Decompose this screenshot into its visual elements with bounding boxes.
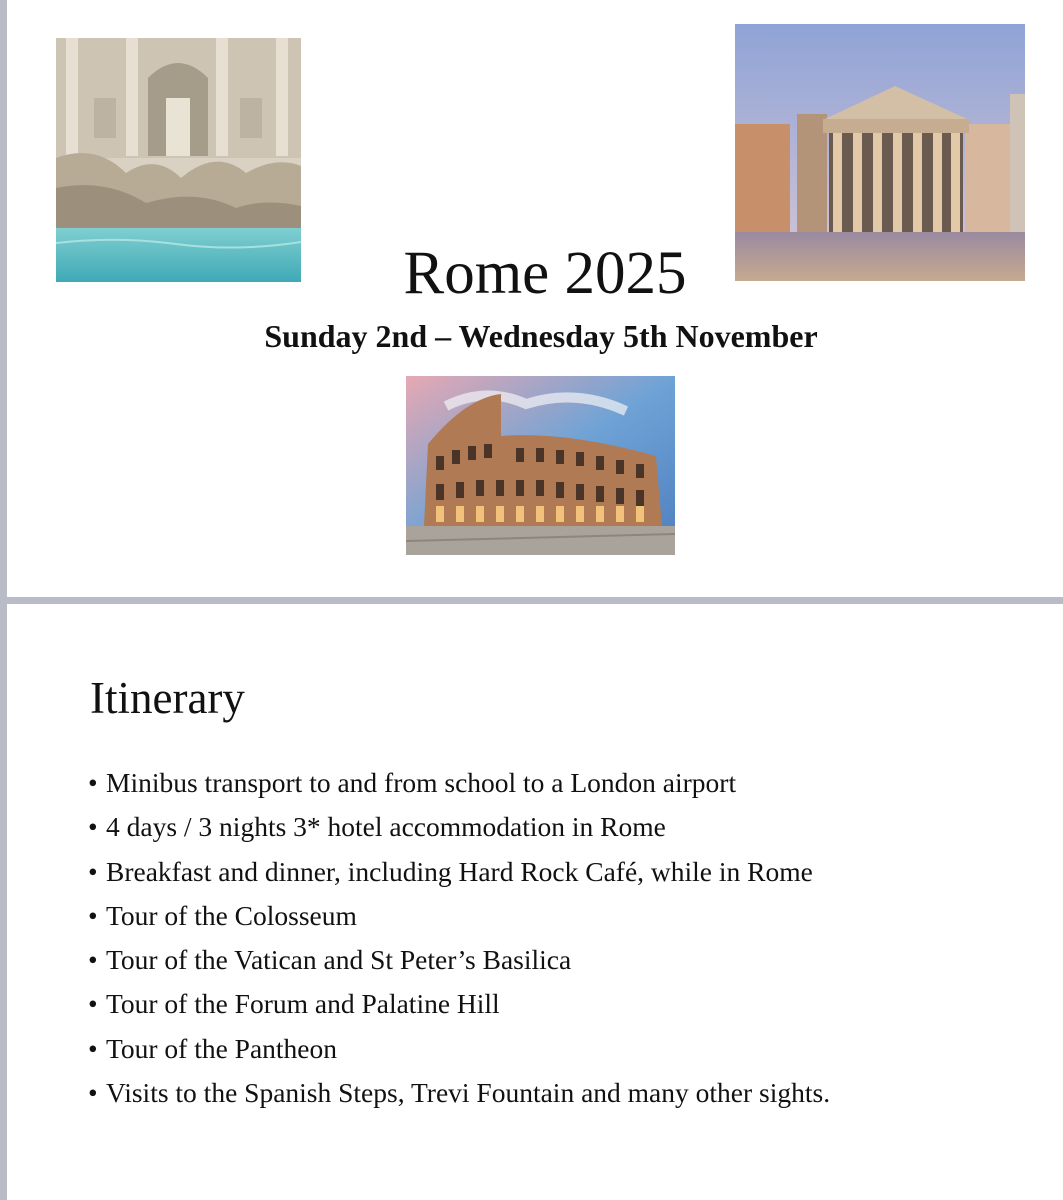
list-item-text: Minibus transport to and from school to a London airport bbox=[106, 767, 737, 798]
bullet: • bbox=[88, 944, 98, 976]
list-item bbox=[88, 982, 830, 1026]
list-item-text: Tour of the Pantheon bbox=[106, 1032, 338, 1064]
list-item-text: 4 days / 3 nights 3* hotel accommodation in Rome bbox=[106, 811, 666, 843]
list-item-text: Visits to the Spanish Steps, Trevi Fountain and many other sights. bbox=[106, 1077, 831, 1109]
colosseum-photo bbox=[406, 376, 675, 555]
bullet: • bbox=[88, 811, 98, 843]
bullet: • bbox=[88, 899, 98, 931]
bullet: • bbox=[88, 988, 98, 1020]
bullet: • bbox=[88, 855, 98, 887]
bullet: • bbox=[88, 1077, 98, 1109]
list-item bbox=[88, 938, 830, 982]
bullet: • bbox=[88, 767, 98, 798]
bullet: • bbox=[88, 1032, 98, 1064]
list-item bbox=[88, 894, 830, 938]
itinerary-list bbox=[88, 761, 830, 1115]
list-item-text: Tour of the Forum and Palatine Hill bbox=[106, 988, 500, 1020]
page-title: Rome 2025 bbox=[403, 240, 687, 307]
list-item bbox=[88, 850, 830, 894]
trip-dates: Sunday 2nd – Wednesday 5th November bbox=[264, 318, 818, 354]
list-item-text: Breakfast and dinner, including Hard Rock Café, while in Rome bbox=[106, 855, 813, 887]
section-divider bbox=[0, 597, 1063, 604]
list-item-text: Tour of the Colosseum bbox=[106, 899, 357, 931]
list-item bbox=[88, 1027, 830, 1071]
list-item-text: Tour of the Vatican and St Peter’s Basilica bbox=[106, 944, 572, 976]
list-item bbox=[88, 805, 830, 849]
list-item bbox=[88, 1071, 830, 1115]
list-item bbox=[88, 761, 830, 805]
itinerary-heading: Itinerary bbox=[90, 673, 245, 723]
